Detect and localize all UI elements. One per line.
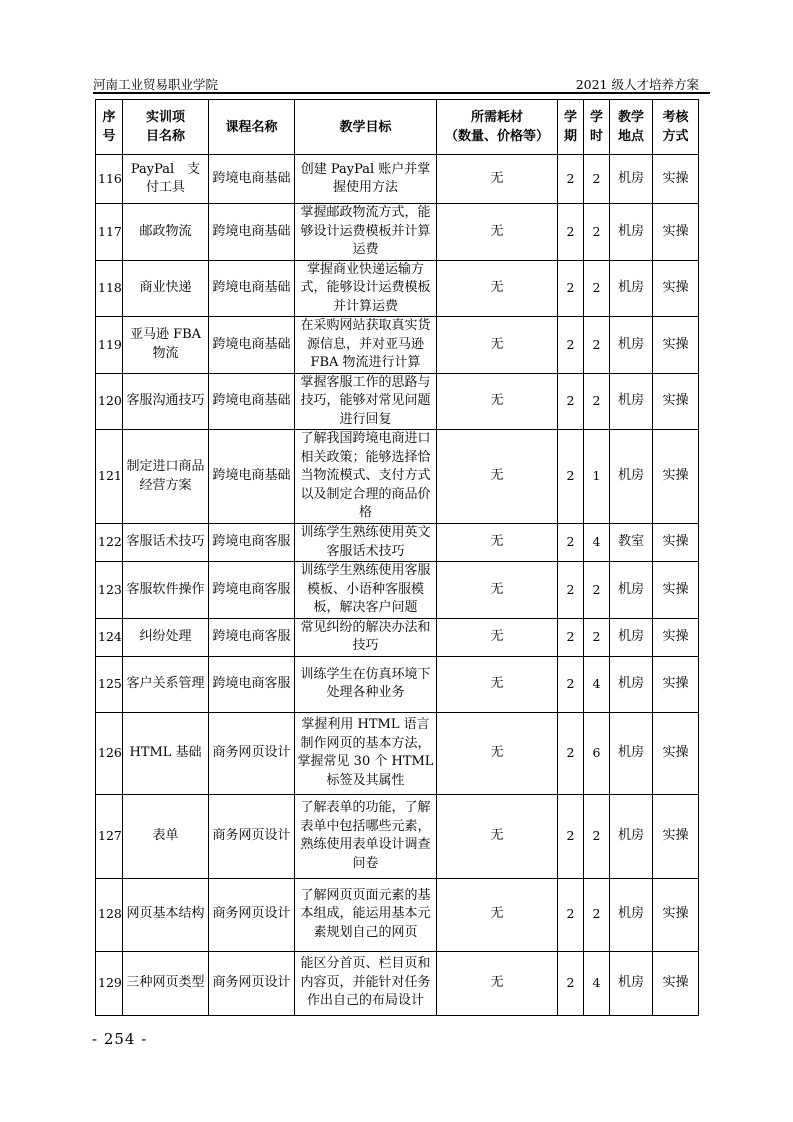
course-name: 跨境电商基础 — [209, 260, 295, 317]
materials: 无 — [437, 618, 558, 656]
teaching-place: 机房 — [610, 260, 653, 317]
teaching-goal: 了解网页页面元素的基本组成，能运用基本元素规划自己的网页 — [295, 878, 437, 951]
term: 2 — [558, 712, 584, 794]
page-number: - 254 - — [92, 1030, 148, 1048]
project-name: 亚马逊 FBA 物流 — [123, 317, 209, 374]
course-name: 商务网页设计 — [209, 712, 295, 794]
row-number: 121 — [96, 430, 123, 524]
row-number: 124 — [96, 618, 123, 656]
table-row — [96, 878, 699, 951]
header-place: 教学 地点 — [610, 100, 653, 155]
row-number: 125 — [96, 656, 123, 712]
table-row — [96, 618, 699, 656]
project-name: 三种网页类型 — [123, 951, 209, 1015]
term: 2 — [558, 317, 584, 374]
hours: 2 — [584, 260, 610, 317]
materials: 无 — [437, 317, 558, 374]
page-header — [93, 73, 699, 91]
teaching-place: 机房 — [610, 373, 653, 430]
table-row — [96, 562, 699, 619]
teaching-place: 机房 — [610, 656, 653, 712]
row-number: 119 — [96, 317, 123, 374]
school-name: 河南工业贸易职业学院 — [93, 77, 219, 92]
hours: 2 — [584, 155, 610, 204]
teaching-goal: 训练学生熟练使用客服模板、小语种客服模板，解决客户问题 — [295, 562, 437, 619]
table-header-row — [96, 100, 699, 155]
term: 2 — [558, 794, 584, 878]
plan-title: 2021 级人才培养方案 — [575, 77, 699, 92]
hours: 2 — [584, 204, 610, 261]
course-name: 商务网页设计 — [209, 878, 295, 951]
exam-method: 实操 — [653, 712, 699, 794]
exam-method: 实操 — [653, 618, 699, 656]
hours: 4 — [584, 656, 610, 712]
hours: 4 — [584, 951, 610, 1015]
course-name: 商务网页设计 — [209, 951, 295, 1015]
materials: 无 — [437, 430, 558, 524]
teaching-place: 机房 — [610, 317, 653, 374]
exam-method: 实操 — [653, 878, 699, 951]
teaching-goal: 掌握邮政物流方式，能够设计运费模板并计算运费 — [295, 204, 437, 261]
row-number: 123 — [96, 562, 123, 619]
term: 2 — [558, 524, 584, 562]
teaching-place: 机房 — [610, 712, 653, 794]
table-row — [96, 204, 699, 261]
teaching-place: 机房 — [610, 430, 653, 524]
materials: 无 — [437, 656, 558, 712]
row-number: 122 — [96, 524, 123, 562]
teaching-place: 机房 — [610, 878, 653, 951]
teaching-goal: 能区分首页、栏目页和内容页，并能针对任务作出自己的布局设计 — [295, 951, 437, 1015]
teaching-place: 机房 — [610, 155, 653, 204]
term: 2 — [558, 562, 584, 619]
row-number: 120 — [96, 373, 123, 430]
hours: 2 — [584, 794, 610, 878]
teaching-goal: 掌握利用 HTML 语言制作网页的基本方法，掌握常见 30 个 HTML 标签及其属性 — [295, 712, 437, 794]
term: 2 — [558, 430, 584, 524]
table-row — [96, 712, 699, 794]
term: 2 — [558, 373, 584, 430]
materials: 无 — [437, 260, 558, 317]
exam-method: 实操 — [653, 260, 699, 317]
row-number: 128 — [96, 878, 123, 951]
materials: 无 — [437, 524, 558, 562]
header-project: 实训项 目名称 — [123, 100, 209, 155]
project-name: 表单 — [123, 794, 209, 878]
teaching-place: 机房 — [610, 794, 653, 878]
table-row — [96, 524, 699, 562]
course-name: 跨境电商基础 — [209, 430, 295, 524]
hours: 4 — [584, 524, 610, 562]
table-row — [96, 656, 699, 712]
project-name: 网页基本结构 — [123, 878, 209, 951]
teaching-goal: 创建 PayPal 账户并掌握使用方法 — [295, 155, 437, 204]
materials: 无 — [437, 951, 558, 1015]
teaching-goal: 掌握商业快递运输方式，能够设计运费模板并计算运费 — [295, 260, 437, 317]
table-row — [96, 430, 699, 524]
exam-method: 实操 — [653, 794, 699, 878]
course-name: 商务网页设计 — [209, 794, 295, 878]
header-term: 学 期 — [558, 100, 584, 155]
teaching-place: 机房 — [610, 951, 653, 1015]
project-name: 客户关系管理 — [123, 656, 209, 712]
teaching-place: 机房 — [610, 618, 653, 656]
project-name: 客服话术技巧 — [123, 524, 209, 562]
course-name: 跨境电商基础 — [209, 204, 295, 261]
table-row — [96, 260, 699, 317]
hours: 2 — [584, 618, 610, 656]
teaching-goal: 了解表单的功能，了解表单中包括哪些元素，熟练使用表单设计调查问卷 — [295, 794, 437, 878]
row-number: 126 — [96, 712, 123, 794]
row-number: 118 — [96, 260, 123, 317]
term: 2 — [558, 204, 584, 261]
exam-method: 实操 — [653, 317, 699, 374]
exam-method: 实操 — [653, 562, 699, 619]
teaching-goal: 了解我国跨境电商进口相关政策；能够选择恰当物流模式、支付方式以及制定合理的商品价格 — [295, 430, 437, 524]
teaching-goal: 常见纠纷的解决办法和技巧 — [295, 618, 437, 656]
table-body — [96, 155, 699, 1016]
hours: 2 — [584, 317, 610, 374]
course-name: 跨境电商客服 — [209, 656, 295, 712]
term: 2 — [558, 656, 584, 712]
row-number: 129 — [96, 951, 123, 1015]
teaching-place: 教室 — [610, 524, 653, 562]
materials: 无 — [437, 562, 558, 619]
project-name: 客服沟通技巧 — [123, 373, 209, 430]
project-name: 商业快递 — [123, 260, 209, 317]
table-row — [96, 794, 699, 878]
project-name: 邮政物流 — [123, 204, 209, 261]
term: 2 — [558, 155, 584, 204]
table-row — [96, 155, 699, 204]
project-name: 制定进口商品经营方案 — [123, 430, 209, 524]
term: 2 — [558, 618, 584, 656]
exam-method: 实操 — [653, 204, 699, 261]
header-course: 课程名称 — [209, 100, 295, 155]
teaching-place: 机房 — [610, 562, 653, 619]
course-name: 跨境电商基础 — [209, 317, 295, 374]
materials: 无 — [437, 794, 558, 878]
term: 2 — [558, 260, 584, 317]
course-name: 跨境电商基础 — [209, 373, 295, 430]
project-name: 客服软件操作 — [123, 562, 209, 619]
row-number: 117 — [96, 204, 123, 261]
hours: 2 — [584, 373, 610, 430]
term: 2 — [558, 951, 584, 1015]
teaching-goal: 在采购网站获取真实货源信息，并对亚马逊 FBA 物流进行计算 — [295, 317, 437, 374]
exam-method: 实操 — [653, 155, 699, 204]
header-goal: 教学目标 — [295, 100, 437, 155]
header-hours: 学 时 — [584, 100, 610, 155]
header-divider — [93, 92, 710, 94]
course-name: 跨境电商客服 — [209, 524, 295, 562]
exam-method: 实操 — [653, 656, 699, 712]
row-number: 127 — [96, 794, 123, 878]
materials: 无 — [437, 712, 558, 794]
training-table — [95, 99, 699, 1016]
materials: 无 — [437, 373, 558, 430]
teaching-goal: 训练学生在仿真环境下处理各种业务 — [295, 656, 437, 712]
exam-method: 实操 — [653, 373, 699, 430]
table-row — [96, 373, 699, 430]
teaching-goal: 掌握客服工作的思路与技巧，能够对常见问题进行回复 — [295, 373, 437, 430]
term: 2 — [558, 878, 584, 951]
header-seq: 序 号 — [96, 100, 123, 155]
teaching-place: 机房 — [610, 204, 653, 261]
course-name: 跨境电商客服 — [209, 618, 295, 656]
materials: 无 — [437, 204, 558, 261]
exam-method: 实操 — [653, 524, 699, 562]
table-row — [96, 951, 699, 1015]
project-name: HTML 基础 — [123, 712, 209, 794]
teaching-goal: 训练学生熟练使用英文客服话术技巧 — [295, 524, 437, 562]
row-number: 116 — [96, 155, 123, 204]
exam-method: 实操 — [653, 430, 699, 524]
table-row — [96, 317, 699, 374]
project-name: PayPal 支付工具 — [123, 155, 209, 204]
header-materials: 所需耗材 （数量、价格等） — [437, 100, 558, 155]
hours: 6 — [584, 712, 610, 794]
exam-method: 实操 — [653, 951, 699, 1015]
project-name: 纠纷处理 — [123, 618, 209, 656]
header-exam: 考核 方式 — [653, 100, 699, 155]
hours: 2 — [584, 878, 610, 951]
course-name: 跨境电商客服 — [209, 562, 295, 619]
hours: 2 — [584, 562, 610, 619]
course-name: 跨境电商基础 — [209, 155, 295, 204]
materials: 无 — [437, 878, 558, 951]
materials: 无 — [437, 155, 558, 204]
hours: 1 — [584, 430, 610, 524]
